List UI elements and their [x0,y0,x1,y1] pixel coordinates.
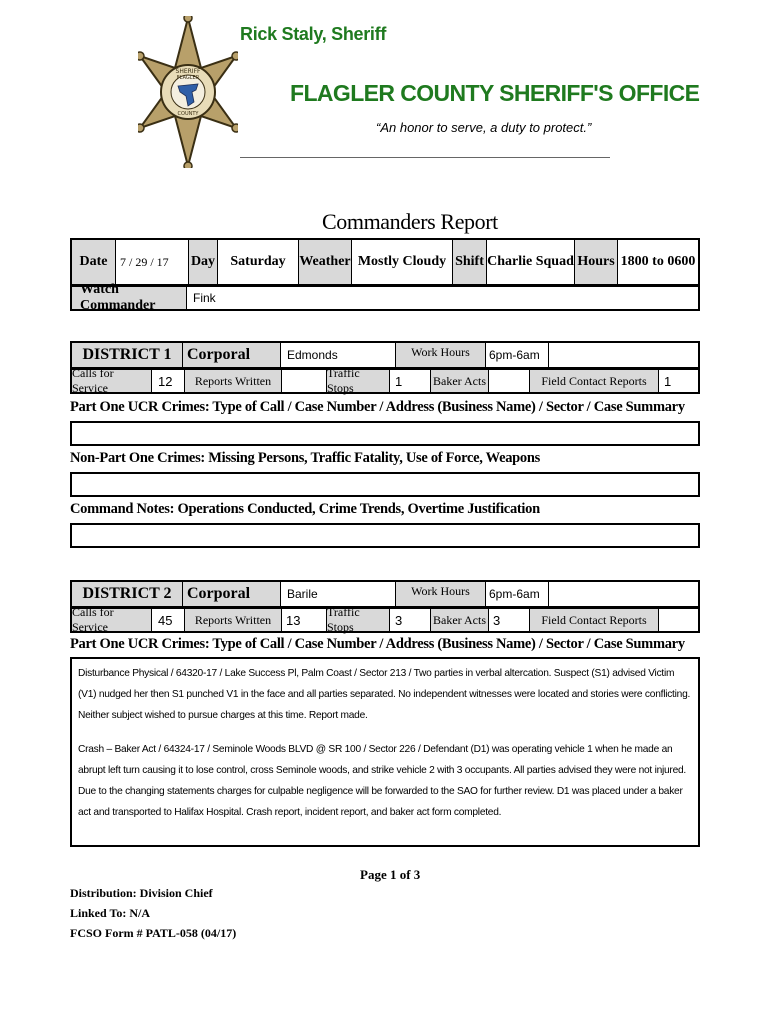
district-1-reports-field[interactable] [282,370,326,392]
page-number: Page 1 of 3 [360,867,421,882]
weather-label-cell [299,240,351,284]
hours-label: Hours [577,254,615,269]
district-2-calls-field[interactable] [152,609,184,631]
district-2-traffic-value: 3 [395,612,403,628]
svg-text:SHERIFF: SHERIFF [175,68,201,75]
watch-label-cell [72,282,186,313]
district-2-reports-label-cell [185,609,281,631]
shift-label-cell [453,240,486,284]
day-label: Day [190,254,216,269]
district-2-name: DISTRICT 2 [82,585,172,602]
district-2-corporal-field[interactable] [281,582,395,606]
district-1-work-hours-label: Work Hours [411,345,470,359]
district-2-header-row [70,580,700,608]
watch-commander-value: Fink [193,291,216,305]
weather-value: Mostly Cloudy [357,254,447,269]
district-2-corporal-label: Corporal [187,585,251,602]
district-2-name-cell [72,582,182,606]
district-1-calls-label-cell [72,366,151,395]
district-2-stats-row [70,607,700,633]
date-label-cell [72,240,115,284]
district-2-calls-label: Calls for Service [72,605,114,634]
date-value: 7 / 29 / 17 [120,254,169,269]
district-1-calls-value: 12 [158,373,173,389]
district-1-reports-label-cell [185,370,281,392]
hours-field[interactable] [618,240,698,284]
district-2-calls-value: 45 [158,612,173,628]
district-2-fcr-label-cell [530,609,658,631]
info-row [70,238,700,286]
day-label-cell [189,240,217,284]
district-2-work-hours-value: 6pm-6am [489,587,540,601]
case-summary-disturbance: Disturbance Physical / 64320-17 / Lake Success Pl, Palm Coast / Sector 213 / Two parties in verbal altercation. Suspect (S1) advised Victim (V1) nudged her then S1 punched V1 in the face and all parties separated. No independent witnesses were located and stories were conflicting. Neither subject wished to pursue charges at this time. Report made. [78,668,691,721]
weather-field[interactable] [352,240,452,284]
district-2-baker-label-cell [431,609,488,631]
district-1-baker-field[interactable] [489,370,529,392]
report-title: Commanders Report [322,209,498,234]
district-2-work-hours-label-cell [396,582,485,606]
district-1-corporal-value: Edmonds [287,348,338,362]
district-2-work-hours-label: Work Hours [411,584,470,598]
district-1-calls-label: Calls for Service [72,366,114,395]
district-1-stats-row [70,368,700,394]
district-2-baker-label: Baker Acts [433,612,486,627]
header-divider [240,157,610,158]
shift-value: Charlie Squad [487,254,574,269]
watch-commander-label: Watch Commander [80,282,156,313]
district-2-fcr-label: Field Contact Reports [541,612,647,627]
district-2-reports-field[interactable] [282,609,326,631]
district-1-traffic-value: 1 [395,373,403,389]
district-2-calls-label-cell [72,605,151,634]
district-2-baker-field[interactable] [489,609,529,631]
district-1-fcr-value: 1 [664,373,672,389]
watch-commander-row [70,282,700,313]
hours-label-cell [575,240,617,284]
weather-label: Weather [299,254,351,269]
day-field[interactable] [218,240,298,284]
district-1-command-notes-field[interactable] [70,523,700,548]
district-1-part-one-field[interactable] [70,421,700,446]
district-1-non-part-one-field[interactable] [70,472,700,497]
district-1-non-part-one-heading: Non-Part One Crimes: Missing Persons, Traffic Fatality, Use of Force, Weapons [70,450,540,466]
district-1-corporal-label: Corporal [187,346,251,363]
district-1-work-hours-value: 6pm-6am [489,348,540,362]
district-2-corporal-label-cell [183,582,280,606]
district-1-traffic-field[interactable] [390,370,430,392]
linked-to-line: Linked To: N/A [70,906,151,920]
hours-value: 1800 to 0600 [620,254,696,269]
district-2-traffic-label: Traffic Stops [327,605,360,634]
district-1-fcr-field[interactable] [659,370,698,392]
district-1-work-hours-label-cell [396,343,485,367]
district-1-fcr-label-cell [530,370,658,392]
shift-label: Shift [455,254,484,269]
form-number: FCSO Form # PATL-058 (04/17) [70,926,237,940]
district-2-part-one-heading: Part One UCR Crimes: Type of Call / Case Number / Address (Business Name) / Sector / Case Summary [70,636,685,652]
district-1-traffic-label: Traffic Stops [327,366,360,395]
district-1-header-row [70,341,700,369]
svg-text:FLAGLER: FLAGLER [176,75,200,81]
date-field[interactable] [116,240,188,284]
day-value: Saturday [230,254,286,269]
watch-commander-field[interactable] [187,287,687,309]
sheriff-badge-logo [138,16,238,168]
distribution-line: Distribution: Division Chief [70,886,213,900]
district-1-baker-label-cell [431,370,488,392]
district-1-corporal-field[interactable] [281,343,395,367]
district-1-corporal-label-cell [183,343,280,367]
date-label: Date [79,254,108,269]
district-1-name-cell [72,343,182,367]
district-1-name: DISTRICT 1 [82,346,172,363]
district-2-traffic-field[interactable] [390,609,430,631]
office-motto: “An honor to serve, a duty to protect.” [376,120,592,135]
office-title: FLAGLER COUNTY SHERIFF'S OFFICE [290,80,700,106]
sheriff-name: Rick Staly, Sheriff [240,24,387,44]
district-2-corporal-value: Barile [287,587,318,601]
district-1-traffic-label-cell [327,366,389,395]
svg-text:COUNTY: COUNTY [177,111,199,117]
district-2-fcr-field[interactable] [659,609,698,631]
district-2-work-hours-field[interactable] [486,582,548,606]
district-1-part-one-heading: Part One UCR Crimes: Type of Call / Case Number / Address (Business Name) / Sector / Case Summary [70,399,685,415]
district-1-calls-field[interactable] [152,370,184,392]
district-2-traffic-label-cell [327,605,389,634]
district-1-command-notes-heading: Command Notes: Operations Conducted, Crime Trends, Overtime Justification [70,501,540,517]
district-2-reports-label: Reports Written [194,612,272,627]
district-2-reports-value: 13 [286,612,301,628]
district-1-baker-label: Baker Acts [433,373,486,388]
case-summary-crash-baker-act: Crash – Baker Act / 64324-17 / Seminole Woods BLVD @ SR 100 / Sector 226 / Defendant (D1) was operating vehicle 1 when he made an abrupt left turn causing it to lose control, cross Seminole woods, and strike vehicle 2 with 3 occupants. All parties advised they were not injured. Due to the changing statements charges for culpable negligence will be forwarded to the SAO for further review. D1 was placed under a baker act and transported to Halifax Hospital. Crash report, incident report, and baker act form completed. [78,744,686,818]
district-1-fcr-label: Field Contact Reports [541,373,647,388]
shift-field[interactable] [487,240,574,284]
district-1-work-hours-field[interactable] [486,343,548,367]
district-1-reports-label: Reports Written [194,373,272,388]
district-2-baker-value: 3 [493,612,501,628]
district-2-part-one-summary[interactable] [70,657,700,847]
